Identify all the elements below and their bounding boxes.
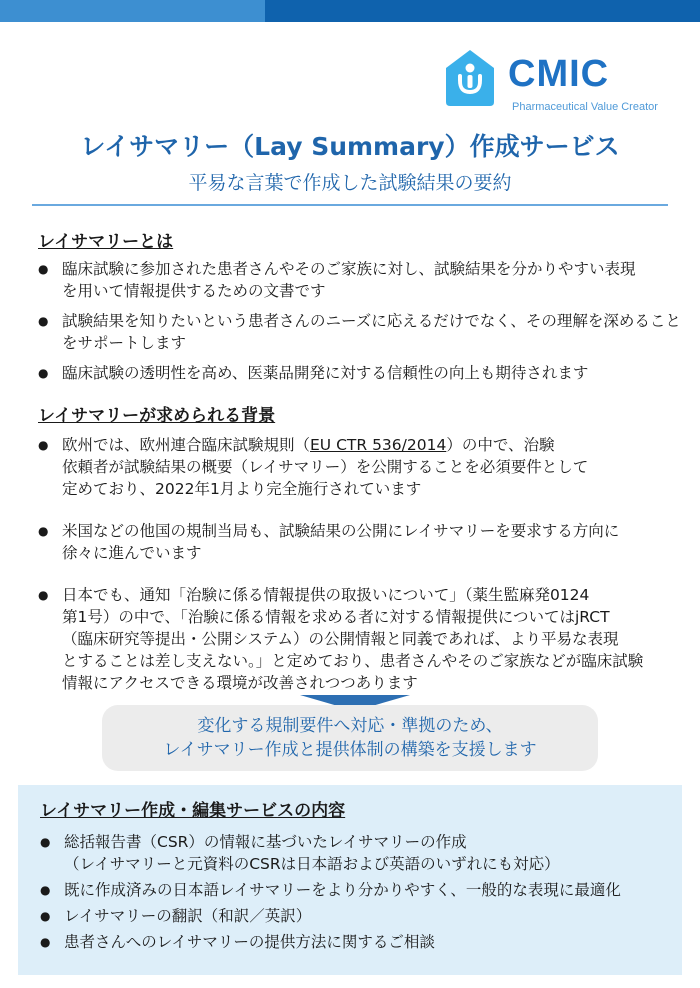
section-what-list: [34, 258, 681, 392]
bullet-dot-icon: ●: [38, 438, 49, 452]
section-service-heading: レイサマリー作成・編集サービスの内容: [40, 801, 346, 821]
bullet-dot-icon: ●: [38, 314, 49, 328]
top-bar-light-segment: [0, 0, 265, 22]
list-item: [34, 434, 643, 500]
list-item-text: 総括報告書（CSR）の情報に基づいたレイサマリーの作成 （レイサマリーと元資料のCSRは日本語および英語のいずれにも対応）: [64, 833, 560, 873]
eu-ctr-link[interactable]: EU CTR 536/2014: [310, 436, 447, 454]
section-background-heading: レイサマリーが求められる背景: [38, 406, 276, 426]
list-item-text: 臨床試験に参加された患者さんやそのご家族に対し、試験結果を分かりやすい表現 を用いて情報提供するための文書です: [62, 260, 636, 300]
bullet-dot-icon: ●: [38, 588, 49, 602]
top-bar-dark-segment: [265, 0, 700, 22]
section-what-heading: レイサマリーとは: [38, 232, 174, 252]
list-item-text: 米国などの他国の規制当局も、試験結果の公開にレイサマリーを要求する方向に 徐々に進んでいます: [62, 522, 620, 562]
list-item: [34, 520, 643, 564]
bullet-dot-icon: ●: [40, 883, 51, 897]
bullet-dot-icon: ●: [40, 835, 51, 849]
list-item-text: 日本でも、通知「治験に係る情報提供の取扱いについて」（薬生監麻発0124 第1号）の中で、「治験に係る情報を求める者に対する情報提供についてはjRCT （臨床研究等提出・公開システム）の公開情報と同義であれば、より平易な表現 とすることは差し支えない。」と定めており、患者さんやそのご家族などが臨床試験 情報にアクセスできる環境が改善されつつあります: [62, 586, 644, 692]
list-item: [36, 931, 621, 953]
section-service-list: [36, 831, 621, 957]
callout-line-1: 変化する規制要件へ対応・準拠のため、: [197, 716, 503, 736]
list-item: [34, 584, 643, 694]
top-color-bar: [0, 0, 700, 22]
list-item: [34, 310, 681, 354]
bullet-dot-icon: ●: [38, 366, 49, 380]
callout-line-2: レイサマリー作成と提供体制の構築を支援します: [163, 740, 537, 760]
service-content-box: [18, 785, 682, 975]
page-subtitle: 平易な言葉で作成した試験結果の要約: [188, 172, 512, 194]
bullet-dot-icon: ●: [40, 935, 51, 949]
section-background-list: [34, 434, 643, 714]
list-item: [36, 905, 621, 927]
list-item: [34, 362, 681, 384]
bullet-dot-icon: ●: [38, 262, 49, 276]
list-item-text: 既に作成済みの日本語レイサマリーをより分かりやすく、一般的な表現に最適化: [64, 881, 621, 899]
cmic-logo: [440, 46, 675, 118]
list-item: [36, 879, 621, 901]
title-divider: [32, 204, 668, 206]
bullet-dot-icon: ●: [40, 909, 51, 923]
list-item-text: 試験結果を知りたいという患者さんのニーズに応えるだけでなく、その理解を深めること をサポートします: [62, 312, 681, 352]
logo-tagline: Pharmaceutical Value Creator: [512, 101, 658, 113]
list-item-text-end: ）の中で、治験 依頼者が試験結果の概要（レイサマリー）を公開することを必須要件として 定めており、2022年1月より完全施行されています: [62, 436, 589, 498]
list-item-text-start: 欧州では、欧州連合臨床試験規則（: [62, 436, 311, 454]
list-item: [36, 831, 621, 875]
list-item: [34, 258, 681, 302]
bullet-dot-icon: ●: [38, 524, 49, 538]
logo-wordmark: CMIC: [508, 53, 610, 95]
page-title: レイサマリー（Lay Summary）作成サービス: [80, 132, 620, 161]
list-item-text: 臨床試験の透明性を高め、医薬品開発に対する信頼性の向上も期待されます: [62, 364, 589, 382]
list-item-text: レイサマリーの翻訳（和訳／英訳）: [64, 907, 312, 925]
house-person-icon: [440, 46, 500, 108]
list-item-text: 患者さんへのレイサマリーの提供方法に関するご相談: [64, 933, 435, 951]
support-callout: [102, 705, 598, 771]
